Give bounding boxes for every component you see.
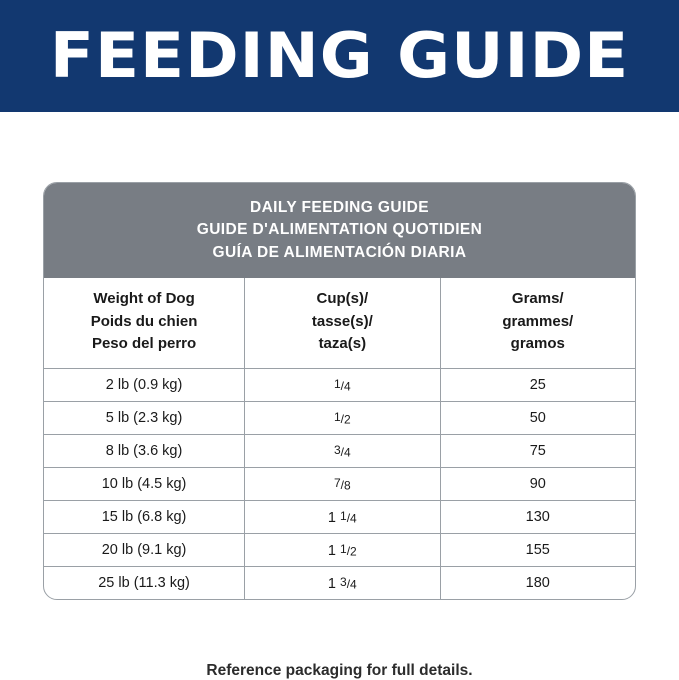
table-header-titles (44, 183, 635, 278)
cell-weight: 15 lb (6.8 kg) (44, 500, 245, 533)
table-row (44, 434, 635, 467)
cell-cups: 1 3/4 (245, 566, 440, 599)
header-banner (0, 0, 679, 112)
table-row (44, 401, 635, 434)
table-row (44, 500, 635, 533)
table-header-row (44, 278, 635, 368)
column-header-weight-line-2: Poids du chien (90, 312, 198, 330)
cell-grams: 50 (440, 401, 635, 434)
column-header-grams-line-2: grammes/ (502, 312, 574, 330)
cell-grams: 25 (440, 368, 635, 401)
column-header-grams-line-1: Grams/ (511, 290, 564, 308)
table-body (44, 368, 635, 599)
cell-weight: 10 lb (4.5 kg) (44, 467, 245, 500)
cell-cups: 1 1/2 (245, 533, 440, 566)
cell-grams: 130 (440, 500, 635, 533)
cell-weight: 25 lb (11.3 kg) (44, 566, 245, 599)
cell-cups: 1/2 (245, 401, 440, 434)
table-row (44, 566, 635, 599)
cell-grams: 90 (440, 467, 635, 500)
cell-grams: 75 (440, 434, 635, 467)
cell-weight: 8 lb (3.6 kg) (44, 434, 245, 467)
column-header-weight-line-3: Peso del perro (91, 335, 197, 353)
table-title-fr: GUIDE D'ALIMENTATION QUOTIDIEN (196, 221, 483, 239)
feeding-guide-table (43, 182, 636, 600)
column-header-cups-line-1: Cup(s)/ (316, 290, 369, 308)
column-header-grams (440, 278, 635, 368)
table-row (44, 533, 635, 566)
cell-cups: 7/8 (245, 467, 440, 500)
table-title-es: GUÍA DE ALIMENTACIÓN DIARIA (212, 243, 467, 261)
page-title: FEEDING GUIDE (49, 19, 630, 92)
feeding-data-table (44, 278, 635, 599)
cell-cups: 3/4 (245, 434, 440, 467)
footer-note: Reference packaging for full details. (206, 661, 473, 679)
table-row (44, 368, 635, 401)
column-header-cups-line-2: tasse(s)/ (311, 312, 373, 330)
column-header-weight-line-1: Weight of Dog (93, 290, 195, 308)
cell-grams: 155 (440, 533, 635, 566)
cell-weight: 2 lb (0.9 kg) (44, 368, 245, 401)
cell-cups: 1 1/4 (245, 500, 440, 533)
cell-cups: 1/4 (245, 368, 440, 401)
cell-weight: 5 lb (2.3 kg) (44, 401, 245, 434)
column-header-grams-line-3: gramos (510, 335, 565, 353)
column-header-weight (44, 278, 245, 368)
table-row (44, 467, 635, 500)
column-header-cups-line-3: taza(s) (318, 335, 367, 353)
column-header-cups (245, 278, 440, 368)
cell-weight: 20 lb (9.1 kg) (44, 533, 245, 566)
cell-grams: 180 (440, 566, 635, 599)
table-title-en: DAILY FEEDING GUIDE (250, 199, 429, 216)
